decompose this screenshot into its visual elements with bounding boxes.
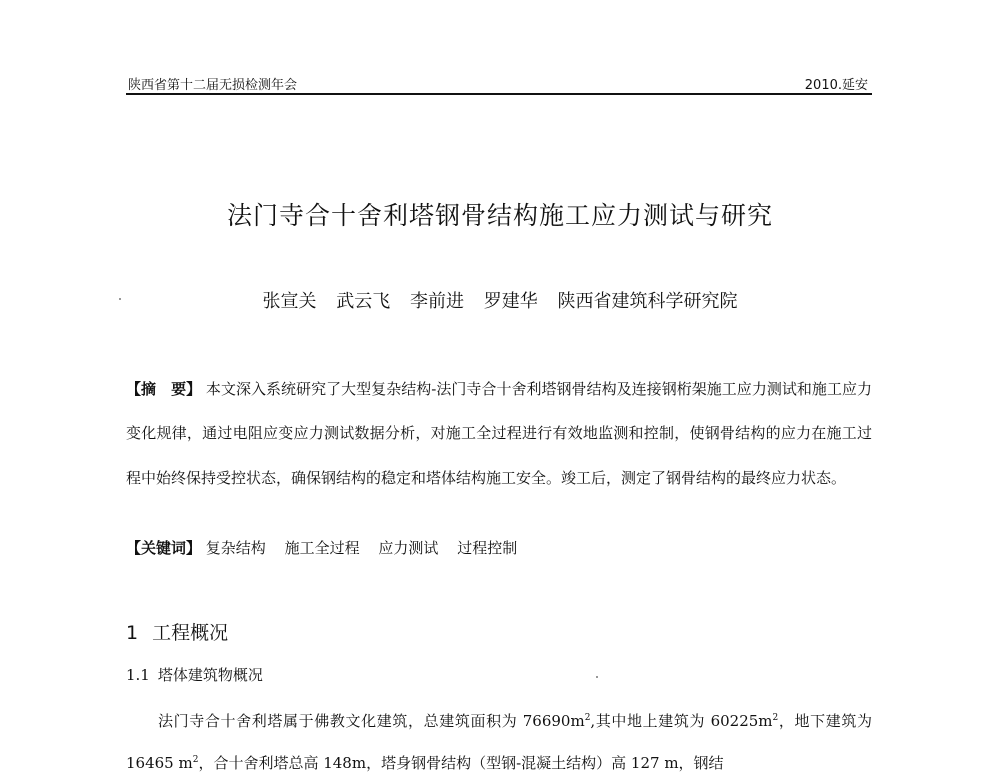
conference-name: 陕西省第十二届无损检测年会 (128, 78, 298, 93)
body-part-4: ，合十舍利塔总高 148m，塔身钢骨结构（型钢-混凝土结构）高 127 m，钢结 (198, 754, 724, 772)
author-2: 武云飞 (336, 291, 391, 312)
keyword-1: 复杂结构 (205, 539, 266, 557)
abstract-label: 【摘 要】 (126, 380, 202, 398)
author-line (0, 287, 1000, 313)
keyword-3: 应力测试 (378, 539, 439, 557)
author-affiliation: 陕西省建筑科学研究院 (557, 291, 738, 312)
section-1-1-body (126, 700, 872, 784)
body-part-2: ,其中地上建筑为 60225m (590, 712, 773, 730)
author-4: 罗建华 (483, 291, 538, 312)
body-sup-2: 2 (772, 713, 779, 723)
paper-title: 法门寺合十舍利塔钢骨结构施工应力测试与研究 (226, 201, 773, 230)
conference-location-year: 2010.延安 (804, 78, 868, 93)
keywords (126, 533, 872, 563)
author-3: 李前进 (410, 291, 464, 312)
subsection-1-1-title: 塔体建筑物概况 (157, 666, 263, 684)
subsection-1-1-heading (126, 664, 263, 685)
section-1-title: 工程概况 (152, 622, 229, 644)
abstract-text: 本文深入系统研究了大型复杂结构-法门寺合十舍利塔钢骨结构及连接钢桁架施工应力测试和施工应力变化规律，通过电阻应变应力测试数据分析，对施工全过程进行有效地监测和控制，使钢骨结构的应力在施工过程中始终保持受控状态，确保钢结构的稳定和塔体结构施工安全。竣工后，测定了钢骨结构的最终应力状态。 (126, 380, 872, 487)
body-part-3: ，地下建筑为 16465 m (126, 712, 872, 772)
scan-speck (119, 298, 121, 300)
subsection-1-1-number: 1.1 (126, 666, 150, 684)
keywords-label: 【关键词】 (126, 539, 202, 557)
keyword-4: 过程控制 (457, 539, 518, 557)
scan-speck (596, 676, 598, 678)
abstract (126, 367, 872, 500)
running-header (126, 72, 872, 92)
author-1: 张宣关 (262, 291, 317, 312)
section-1-number: 1 (126, 622, 139, 644)
header-rule (126, 93, 872, 95)
body-part-1: 法门寺合十舍利塔属于佛教文化建筑，总建筑面积为 76690m (158, 712, 585, 730)
keyword-2: 施工全过程 (284, 539, 360, 557)
body-sup-1: 2 (584, 713, 591, 723)
section-1-heading (126, 618, 228, 645)
body-sup-3: 2 (192, 755, 199, 765)
